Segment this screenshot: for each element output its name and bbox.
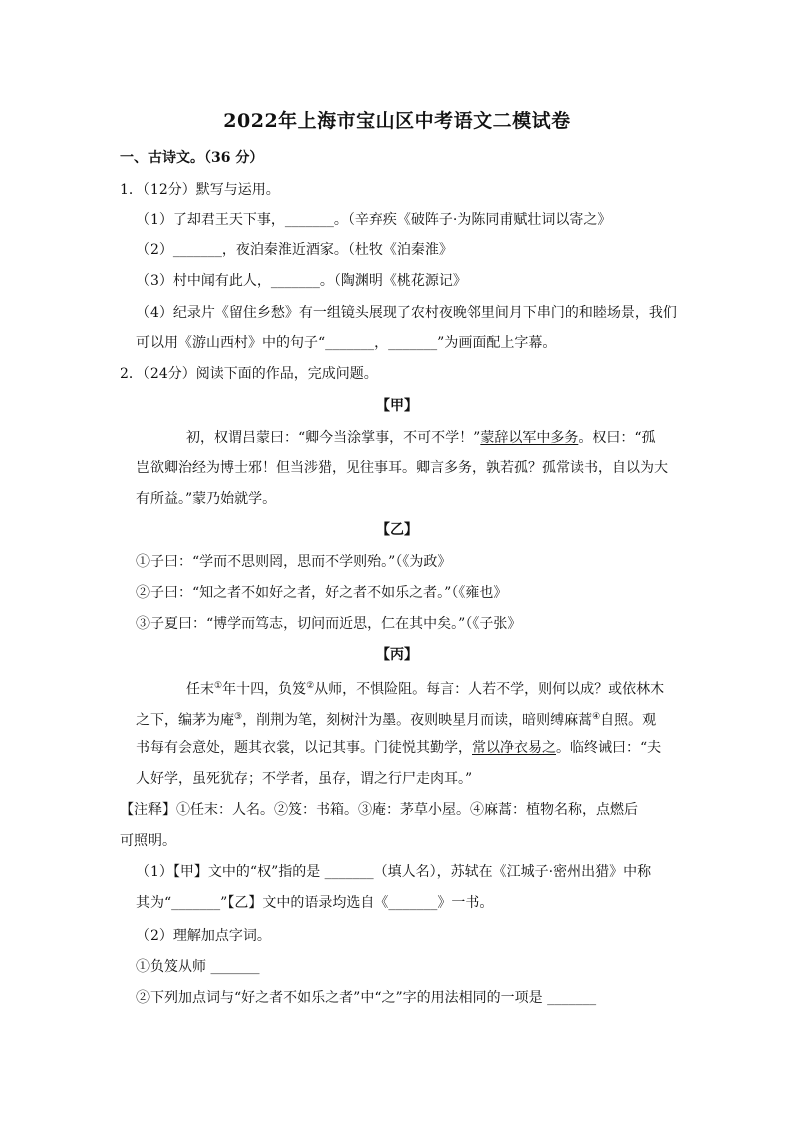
passage-jia-line-1 (186, 428, 656, 448)
question-1-item-1: （1）了却君王天下事，_______。（辛弃疾《破阵子·为陈同甫赋壮词以寄之》 (136, 212, 612, 228)
footnote-marker-2: ② (306, 681, 315, 691)
annotation-line-2: 可照明。 (120, 833, 176, 849)
passage-text: ，削荆为笔，刻树汁为墨。夜则映星月而读，暗则缚麻蒿 (242, 712, 593, 729)
subquestion-2-item-1: ①负笈从师 _______ (136, 959, 260, 975)
passage-text: 年十四，负笈 (222, 681, 307, 698)
annotation-line-1: 【注释】①任末：人名。②笈：书箱。③庵：茅草小屋。④麻蒿：植物名称，点燃后 (120, 802, 638, 818)
passage-yi-heading: 【乙】 (376, 522, 418, 538)
passage-text: 从师，不惧险阻。每言：人若不学，则何以成？或依林木 (314, 681, 665, 698)
passage-jia-line-3: 有所益。”蒙乃始就学。 (136, 491, 277, 507)
question-1-item-3: （3）村中闻有此人，_______。（陶渊明《桃花源记》 (136, 273, 467, 289)
passage-bing-line-2 (136, 707, 656, 731)
passage-text: 自照。观 (600, 712, 657, 729)
subquestion-1-line-1: （1）【甲】文中的“权”指的是 _______（填人名），苏轼在《江城子·密州出猎》中称 (136, 864, 652, 880)
passage-text: 之下，编茅为庵 (136, 712, 234, 729)
passage-yi-line-1: ①子曰：“学而不思则罔，思而不学则殆。”（《为政》 (136, 554, 452, 570)
passage-bing-heading: 【丙】 (376, 647, 418, 663)
section-heading: 一、古诗文。（36 分） (120, 150, 264, 166)
subquestion-2-header: （2）理解加点字词。 (136, 928, 271, 944)
question-1-header: 1．（12分）默写与运用。 (120, 182, 280, 198)
passage-text: 初，权谓吕蒙曰：“卿今当涂掌事，不可不学！” (186, 430, 481, 446)
passage-text: 。临终诫曰：“夫 (556, 740, 662, 756)
underlined-sentence: 蒙辞以军中多务 (480, 430, 579, 446)
subquestion-1-line-2: 其为“_______”【乙】文中的语录均选自《_______》一书。 (136, 895, 494, 911)
subquestion-2-item-2: ②下列加点词与“好之者不如乐之者”中“之”字的用法相同的一项是 _______ (136, 990, 597, 1006)
question-1-item-4: （4）纪录片《留住乡愁》有一组镜头展现了农村夜晚邻里间月下串门的和睦场景，我们 (136, 305, 677, 321)
passage-text: 。权曰：“孤 (578, 430, 656, 446)
question-1-item-2: （2）_______，夜泊秦淮近酒家。（杜牧《泊秦淮》 (136, 242, 453, 258)
passage-yi-line-3: ③子夏曰：“博学而笃志，切问而近思，仁在其中矣。”（《子张》 (136, 616, 522, 632)
passage-yi-line-2: ②子曰：“知之者不如好之者，好之者不如乐之者。”（《雍也》 (136, 585, 508, 601)
passage-bing-line-4: 人好学，虽死犹存；不学者，虽存，谓之行尸走肉耳。” (136, 771, 473, 787)
passage-jia-line-2: 岂欲卿治经为博士邪！但当涉猎，见往事耳。卿言多务，孰若孤？孤常读书，自以为大 (136, 460, 668, 476)
footnote-marker-4: ④ (592, 712, 601, 722)
passage-bing-line-1 (186, 676, 664, 700)
underlined-sentence: 常以净衣易之 (472, 740, 556, 756)
passage-text: 书每有会意处，题其衣裳，以记其事。门徒悦其勤学， (136, 740, 472, 756)
passage-jia-heading: 【甲】 (376, 398, 418, 414)
question-1-item-4-cont: 可以用《游山西村》中的句子“_______，_______”为画面配上字幕。 (136, 335, 557, 351)
passage-text: 任末 (186, 681, 214, 698)
footnote-marker-3: ③ (234, 712, 243, 722)
page-title: 2022年上海市宝山区中考语文二模试卷 (223, 110, 571, 132)
footnote-marker-1: ① (214, 681, 223, 691)
question-2-header: 2．（24分）阅读下面的作品，完成问题。 (120, 366, 378, 382)
passage-bing-line-3 (136, 738, 661, 758)
